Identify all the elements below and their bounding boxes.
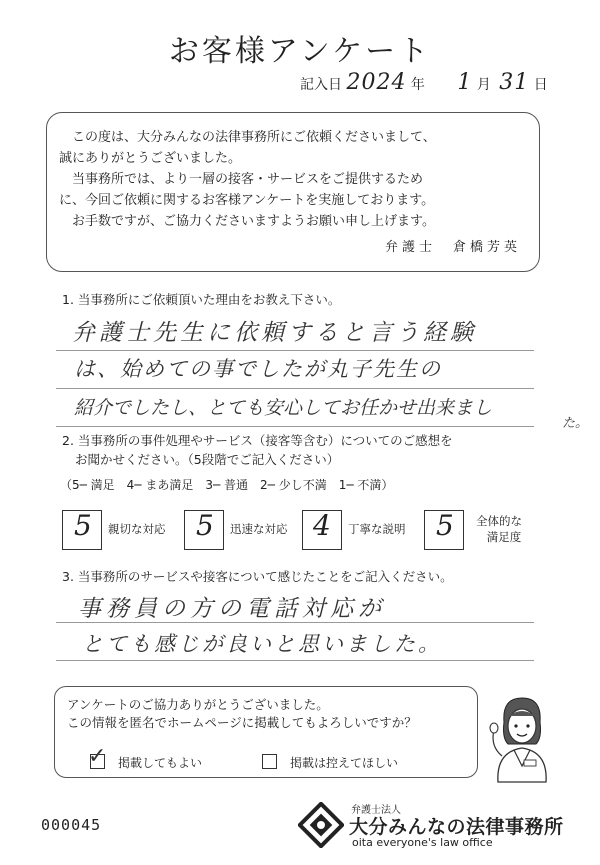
q1-answer-text: 弁護士先生に依頼すると言う経験: [72, 320, 477, 346]
q3-answer-line: [56, 660, 534, 661]
q3-answer-text: 事務員の方の電話対応が: [78, 596, 386, 622]
right-eye: [526, 724, 529, 727]
consent-option-label: 掲載は控えてほしい: [290, 756, 399, 770]
raised-hand: [490, 723, 498, 733]
greeting-line: この度は、大分みんなの法律事務所にご依頼くださいまして、: [72, 130, 436, 145]
q1-answer-text: 紹介でしたし、とても安心してお任かせ出来まし: [74, 397, 493, 419]
date-month-unit: 月: [476, 77, 491, 93]
date-label: 記入日: [300, 77, 342, 93]
receptionist-illustration: [484, 690, 560, 785]
left-eye: [514, 724, 517, 727]
consent-text: この情報を匿名でホームページに掲載してもよろしいですか？: [67, 715, 417, 730]
date-day-unit: 日: [533, 77, 548, 93]
q3-answer-text: とても感じが良いと思いました。: [82, 632, 442, 656]
date-month: 1: [457, 70, 473, 95]
consent-text: アンケートのご協力ありがとうございました。: [67, 697, 329, 712]
rating-label: 迅速な対応: [230, 522, 288, 536]
greeting-line: お手数ですが、ご協力くださいますようお願い申し上げます。: [72, 214, 435, 229]
greeting-line: に、今回ご依頼に関するお客様アンケートを実施しております。: [59, 193, 435, 208]
q2-question: お聞かせください。（5段階でご記入ください）: [75, 452, 340, 467]
check-mark: ✓: [88, 744, 107, 769]
consent-decline-checkbox[interactable]: [262, 754, 277, 769]
name-badge: [524, 760, 536, 766]
serial-number: 000045: [41, 816, 102, 834]
rating-value: 4: [313, 509, 331, 542]
rating-label: 丁寧な説明: [348, 522, 406, 536]
q1-answer-text: た。: [562, 416, 589, 431]
date-year-unit: 年: [410, 77, 425, 93]
q1-answer-line: [56, 350, 534, 351]
rating-label: 全体的な: [476, 514, 522, 528]
raised-arm: [493, 730, 502, 756]
q2-question: 2. 当事務所の事件処理やサービス（接客等含む）についてのご感想を: [62, 433, 453, 448]
firm-english-name: oita everyone's law office: [352, 836, 493, 849]
rating-value: 5: [436, 509, 454, 542]
date-day: 31: [499, 70, 530, 95]
page-title: お客様アンケート: [168, 34, 432, 69]
firm-name: 大分みんなの法律事務所: [349, 816, 564, 838]
q1-answer-text: は、始めての事でしたが丸子先生の: [74, 357, 442, 381]
q3-question: 3. 当事務所のサービスや接客について感じたことをご記入ください。: [62, 569, 453, 584]
q1-answer-line: [56, 426, 534, 427]
rating-value: 5: [196, 509, 214, 542]
rating-label: 満足度: [486, 530, 522, 544]
rating-label: 親切な対応: [108, 522, 166, 536]
firm-type: 弁護士法人: [351, 805, 401, 816]
rating-label-overall: [472, 513, 526, 545]
q1-question: 1. 当事務所にご依頼頂いた理由をお教え下さい。: [62, 292, 341, 307]
consent-option-label: 掲載してもよい: [118, 756, 203, 770]
entry-date: [300, 70, 560, 95]
q1-answer-line: [56, 388, 534, 389]
date-year: 2024: [346, 70, 407, 95]
greeting-line: 誠にありがとうございました。: [59, 151, 242, 166]
rating-value: 5: [74, 509, 92, 542]
lawyer-signature: 弁護士 倉橋芳英: [384, 240, 521, 255]
rating-scale: （5─ 満足 4─ まあ満足 3─ 普通 2─ 少し不満 1─ 不満）: [60, 478, 394, 492]
greeting-line: 当事務所では、より一層の接客・サービスをご提供するため: [72, 172, 424, 187]
firm-logo-icon: [298, 802, 344, 848]
greeting-box: [46, 112, 540, 272]
